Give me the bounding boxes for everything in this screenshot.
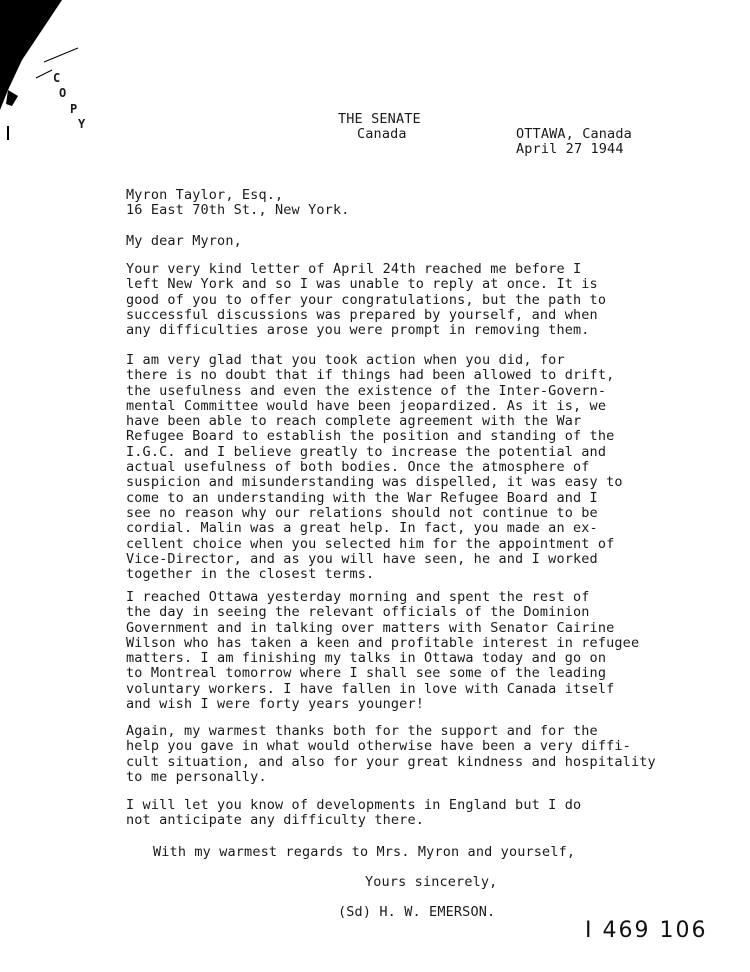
recipient-name: Myron Taylor, Esq., [126,187,284,203]
paragraph-3: I reached Ottawa yesterday morning and spent the rest of the day in seeing the relevant officials of the Dominion Government and in talking over matters with Senator Cairine Wilson who has taken a keen and profitable interest in refugee matters. I am finishing my talks in Ottawa today and go on to Montreal tomorrow where I shall see some of the leading voluntary workers. I have fallen in love with Canada itself and wish I were forty years younger! [126,589,640,713]
recipient-address: 16 East 70th St., New York. [126,202,350,218]
institution-country: Canada [357,126,407,142]
paragraph-4: Again, my warmest thanks both for the support and for the help you gave in what would otherwise have been a very diffi- cult situation, and also for your great kindness and hospitality to me personally. [126,723,656,785]
signature: (Sd) H. W. EMERSON. [338,904,496,920]
closing: Yours sincerely, [365,874,498,890]
paragraph-1: Your very kind letter of April 24th reached me before I left New York and so I was unable to reply at once. It is good of you to offer your congratulations, but the path to successful discussions was prepared by yourself, and when any difficulties arose you were prompt in removing them. [126,261,607,339]
copy-stamp-p: P [70,102,78,116]
closing-regards: With my warmest regards to Mrs. Myron and yourself, [153,844,576,860]
institution-heading: THE SENATE [338,111,421,127]
letter-date: April 27 1944 [516,141,624,157]
copy-stamp-y: Y [78,117,86,131]
corner-shadow [0,0,80,140]
paragraph-5: I will let you know of developments in England but I do not anticipate any difficulty there. [126,797,582,829]
copy-stamp-c: C [53,71,61,85]
salutation: My dear Myron, [126,233,242,249]
copy-stamp-o: O [59,86,67,100]
paragraph-2: I am very glad that you took action when you did, for there is no doubt that if things had been allowed to drift, the usefulness and even the existence of the Inter-Govern- mental Committee would have been jeopardized. As it is, we have been able to reach complete agreement with the War Refugee Board to establish the position and standing of the I.G.C. and I believe greatly to increase the potential and actual usefulness of both bodies. Once the atmosphere of suspicion and misunderstanding was dispelled, it was easy to come to an understanding with the War Refugee Board and I see no reason why our relations should not continue to be cordial. Malin was a great help. In fact, you made an ex- cellent choice when you selected him for the appointment of Vice-Director, and as you will have seen, he and I worked together in the closest terms. [126,352,623,583]
letter-place: OTTAWA, Canada [516,126,632,142]
handwritten-file-number: I 469 106 [585,918,708,943]
